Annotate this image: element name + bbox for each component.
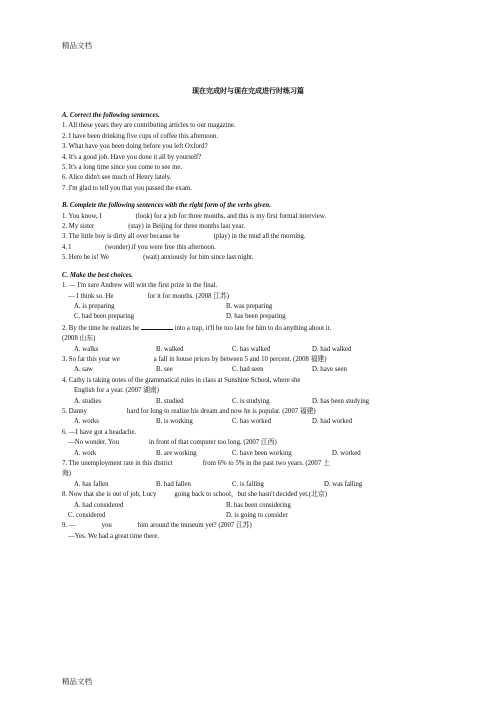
- section-b-item: [62, 232, 442, 242]
- item-text: 2. My sister: [62, 223, 95, 231]
- option-d[interactable]: D. was falling: [324, 480, 363, 488]
- question-stem: [62, 323, 442, 334]
- option-b[interactable]: B. has been considering: [226, 501, 291, 509]
- item-text: 3. The little boy is dirty all over because he: [62, 233, 180, 241]
- option-c[interactable]: C. is falling: [232, 480, 264, 488]
- section-a-heading: A. Correct the following sentences.: [62, 112, 160, 119]
- section-c-heading: C. Make the best choices.: [62, 271, 133, 279]
- question-stem: 1. — I'm sure Andrew will win the first prize in the final.: [62, 282, 218, 290]
- option-c[interactable]: C. had been preparing: [74, 313, 135, 321]
- option-d[interactable]: D. is going to consider: [226, 512, 288, 520]
- option-b[interactable]: B. see: [156, 366, 173, 374]
- question-stem: [62, 407, 442, 417]
- item-text: — I think so. He: [68, 292, 114, 300]
- option-d[interactable]: D. had worked: [312, 418, 353, 426]
- section-b-item: [62, 222, 442, 232]
- options-row: [62, 417, 442, 427]
- question-stem: [62, 521, 442, 531]
- section-b-heading: B. Complete the following sentences with the right form of the verbs given.: [62, 202, 271, 210]
- question-stem: [62, 490, 442, 500]
- option-a[interactable]: A. work: [74, 449, 97, 457]
- question-stem: [62, 459, 442, 469]
- section-a-item: 2. I have been drinking five cups of coffee this afternoon.: [62, 132, 219, 140]
- option-d[interactable]: D. had walked: [312, 345, 352, 353]
- item-text: 5. Here he is! We: [62, 254, 110, 262]
- option-b[interactable]: B. was preparing: [226, 302, 273, 310]
- item-text: (wait) anxiously for him since last night.: [143, 254, 254, 262]
- exercise-body: [62, 111, 442, 542]
- question-line: —Yes. We had a great time there.: [68, 532, 160, 540]
- option-b[interactable]: B. are working: [156, 449, 197, 457]
- option-a[interactable]: A. works: [74, 418, 99, 426]
- question-stem: [62, 355, 442, 365]
- option-c[interactable]: C. considered: [68, 512, 106, 520]
- item-text: 9. —: [62, 522, 76, 530]
- item-text: 8. Now that she is out of job, Lucy: [62, 491, 157, 499]
- item-text: 1. You know, I: [62, 212, 102, 220]
- options-row: [62, 312, 442, 322]
- option-a[interactable]: A. is preparing: [74, 302, 115, 310]
- item-text: (stay) in Beijing for three months last year.: [128, 223, 245, 231]
- options-row: [62, 397, 442, 407]
- question-stem: 6. —I have got a headache.: [62, 428, 137, 436]
- option-c[interactable]: C. is studying: [232, 397, 270, 405]
- item-text: (wonder) if you were free this afternoon.: [105, 243, 216, 251]
- answer-blank[interactable]: [141, 323, 173, 330]
- page-footer: 精品文档: [62, 677, 92, 686]
- option-b[interactable]: B. walked: [156, 345, 184, 353]
- page-header: 精品文档: [62, 41, 92, 50]
- section-a-item: 4. It's a good job. Have you done it all by yourself?: [62, 153, 202, 161]
- item-text: you: [101, 522, 112, 530]
- item-text: him around the museum yet? (2007 江苏): [137, 522, 252, 530]
- question-stem-cont: English for a year. (2007 湖南): [74, 387, 159, 395]
- options-row: [62, 449, 442, 459]
- item-text: —No wonder. You: [68, 439, 119, 447]
- section-b-item: [62, 212, 442, 222]
- section-a-item: 7. I'm glad to tell you that you passed the exam.: [62, 184, 192, 192]
- option-b[interactable]: B. is working: [156, 418, 193, 426]
- option-a[interactable]: A. studies: [74, 397, 102, 405]
- section-a-item: 6. Alice didn't see much of Henry lately.: [62, 174, 172, 182]
- item-text: into a trap, it'll be too late for him to do anything about it.: [174, 324, 332, 332]
- section-b-item: [62, 243, 442, 253]
- item-text: (look) for a job for three months, and this is my first formal interview.: [135, 212, 326, 220]
- option-b[interactable]: B. studied: [156, 397, 184, 405]
- options-row: [62, 480, 442, 490]
- item-text: 4. I: [62, 243, 72, 251]
- question-stem-cont: (2008 山东): [62, 335, 96, 343]
- section-a-item: 5. It's a long time since you come to see me.: [62, 164, 183, 172]
- option-c[interactable]: C. had seen: [232, 366, 264, 374]
- item-text: from 6% to 5% in the past two years. (2007 上: [202, 460, 330, 467]
- option-c[interactable]: C. has walked: [232, 345, 271, 353]
- options-row: [62, 345, 442, 355]
- option-d[interactable]: D. has been preparing: [226, 313, 286, 321]
- question-stem: 4. Cathy is taking notes of the grammatical rules in class at Sunshine School, where she: [62, 376, 301, 384]
- option-a[interactable]: A. had considered: [74, 501, 124, 509]
- section-a-item: 1. All these years they are contributing articles to our magazine.: [62, 122, 236, 130]
- item-text: (play) in the mud all the morning.: [213, 233, 306, 241]
- item-text: in front of that computer too long. (2007 江西): [148, 439, 277, 447]
- item-text: a fall in house prices by between 5 and 10 percent. (2008 福建): [153, 355, 327, 363]
- option-c[interactable]: C. have been working: [232, 449, 292, 457]
- page-title: 现在完成时与现在完成进行时练习篇: [192, 87, 304, 95]
- options-row: [62, 511, 442, 521]
- item-text: going back to school，but she hasn't decided yet.(北京): [174, 491, 328, 499]
- item-text: 3. So far this year we: [62, 355, 120, 363]
- option-d[interactable]: D. has been studying: [312, 397, 370, 405]
- options-row: [62, 501, 442, 511]
- option-b[interactable]: B. had fallen: [156, 480, 191, 488]
- item-text: hard for long to realize his dream and now he is popular. (2007 福建): [126, 407, 316, 415]
- question-line: [62, 292, 442, 302]
- options-row: [62, 365, 442, 375]
- section-a-item: 3. What have you been doing before you left Oxford?: [62, 143, 208, 151]
- question-line: [62, 438, 442, 448]
- item-text: 2. By the time he realizes he: [62, 324, 140, 332]
- option-d[interactable]: D. have seen: [312, 366, 347, 374]
- option-a[interactable]: A. saw: [74, 366, 93, 374]
- item-text: 5. Danny: [62, 407, 87, 415]
- section-b-item: [62, 253, 442, 263]
- option-d[interactable]: D. worked: [332, 449, 361, 457]
- option-c[interactable]: C. has worked: [232, 418, 272, 426]
- question-stem-cont: 海): [62, 470, 72, 478]
- item-text: 7. The unemployment rate in this district: [62, 460, 173, 467]
- option-a[interactable]: A. has fallen: [74, 480, 109, 488]
- option-a[interactable]: A. walks: [74, 345, 99, 353]
- options-row: [62, 302, 442, 312]
- item-text: for it for months. (2008 江苏): [147, 292, 230, 300]
